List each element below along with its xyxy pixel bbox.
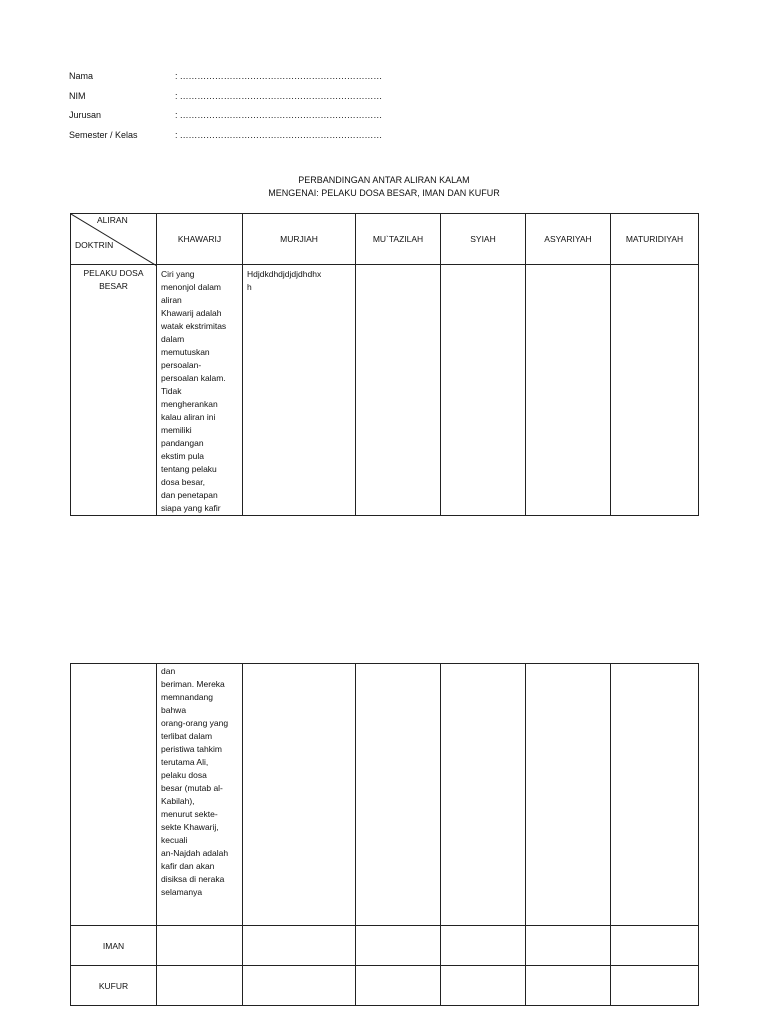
cell-asyariyah-kufur: [526, 966, 611, 1006]
table-row-pelaku-dosa-besar: [71, 265, 699, 516]
cell-khawarij-pelaku-dosa-besar: Ciri yang menonjol dalam aliran Khawarij adalah watak ekstrimitas dalam memutuskan persoalan- persoalan kalam. Tidak mengherankan kalau aliran ini memiliki pandangan ekstim pula tentang pelaku dosa besar, dan penetapan siapa yang kafir: [157, 265, 243, 516]
cell-syiah-continuation: [441, 664, 526, 926]
cell-mutazilah-pelaku-dosa-besar: [356, 265, 441, 516]
column-header-asyariyah: ASYARIYAH: [526, 214, 611, 265]
cell-murjiah-iman: [243, 926, 356, 966]
cell-mutazilah-iman: [356, 926, 441, 966]
document-subtitle: MENGENAI: PELAKU DOSA BESAR, IMAN DAN KUFUR: [268, 188, 500, 198]
table-header-row: [71, 214, 699, 265]
field-value-nama: : ……………………………………………………………: [175, 71, 383, 81]
cell-khawarij-kufur: [157, 966, 243, 1006]
cell-asyariyah-continuation: [526, 664, 611, 926]
field-label-nama: Nama: [69, 71, 94, 81]
column-header-syiah: SYIAH: [441, 214, 526, 265]
row-label-pelaku-dosa-besar: PELAKU DOSA BESAR: [71, 265, 157, 516]
cell-maturidiyah-iman: [611, 926, 699, 966]
cell-khawarij-iman: [157, 926, 243, 966]
corner-label-doktrin: DOKTRIN: [75, 240, 114, 250]
field-value-jurusan: : ……………………………………………………………: [175, 110, 383, 120]
cell-maturidiyah-kufur: [611, 966, 699, 1006]
corner-header-cell: [71, 214, 157, 265]
cell-asyariyah-pelaku-dosa-besar: [526, 265, 611, 516]
table-row-iman: [71, 926, 699, 966]
field-label-jurusan: Jurusan: [69, 110, 102, 120]
cell-khawarij-continuation: dan beriman. Mereka memnandang bahwa orang-orang yang terlibat dalam peristiwa tahkim terutama Ali, pelaku dosa besar (mutab al- Kabilah), menurut sekte- sekte Khawarij, kecuali an-Najdah adalah kafir dan akan disiksa di neraka selamanya: [157, 664, 243, 926]
row-label-continuation: [71, 664, 157, 926]
corner-label-aliran: ALIRAN: [97, 215, 128, 225]
column-header-khawarij: KHAWARIJ: [157, 214, 243, 265]
row-label-iman: IMAN: [71, 926, 157, 966]
comparison-table: [70, 213, 699, 516]
cell-syiah-iman: [441, 926, 526, 966]
table-row-continuation: [71, 664, 699, 926]
cell-murjiah-pelaku-dosa-besar: Hdjdkdhdjdjdjdhdhx h: [243, 265, 356, 516]
cell-asyariyah-iman: [526, 926, 611, 966]
cell-mutazilah-continuation: [356, 664, 441, 926]
comparison-table-continued: [70, 663, 699, 1006]
document-title: PERBANDINGAN ANTAR ALIRAN KALAM: [298, 175, 470, 185]
cell-murjiah-kufur: [243, 966, 356, 1006]
field-value-nim: : ……………………………………………………………: [175, 91, 383, 101]
field-label-semester-kelas: Semester / Kelas: [69, 130, 138, 140]
row-label-kufur: KUFUR: [71, 966, 157, 1006]
cell-maturidiyah-pelaku-dosa-besar: [611, 265, 699, 516]
cell-murjiah-continuation: [243, 664, 356, 926]
column-header-murjiah: MURJIAH: [243, 214, 356, 265]
field-value-semester-kelas: : ……………………………………………………………: [175, 130, 383, 140]
column-header-mutazilah: MU`TAZILAH: [356, 214, 441, 265]
field-label-nim: NIM: [69, 91, 86, 101]
cell-syiah-pelaku-dosa-besar: [441, 265, 526, 516]
cell-mutazilah-kufur: [356, 966, 441, 1006]
table-row-kufur: [71, 966, 699, 1006]
cell-maturidiyah-continuation: [611, 664, 699, 926]
column-header-maturidiyah: MATURIDIYAH: [611, 214, 699, 265]
cell-syiah-kufur: [441, 966, 526, 1006]
